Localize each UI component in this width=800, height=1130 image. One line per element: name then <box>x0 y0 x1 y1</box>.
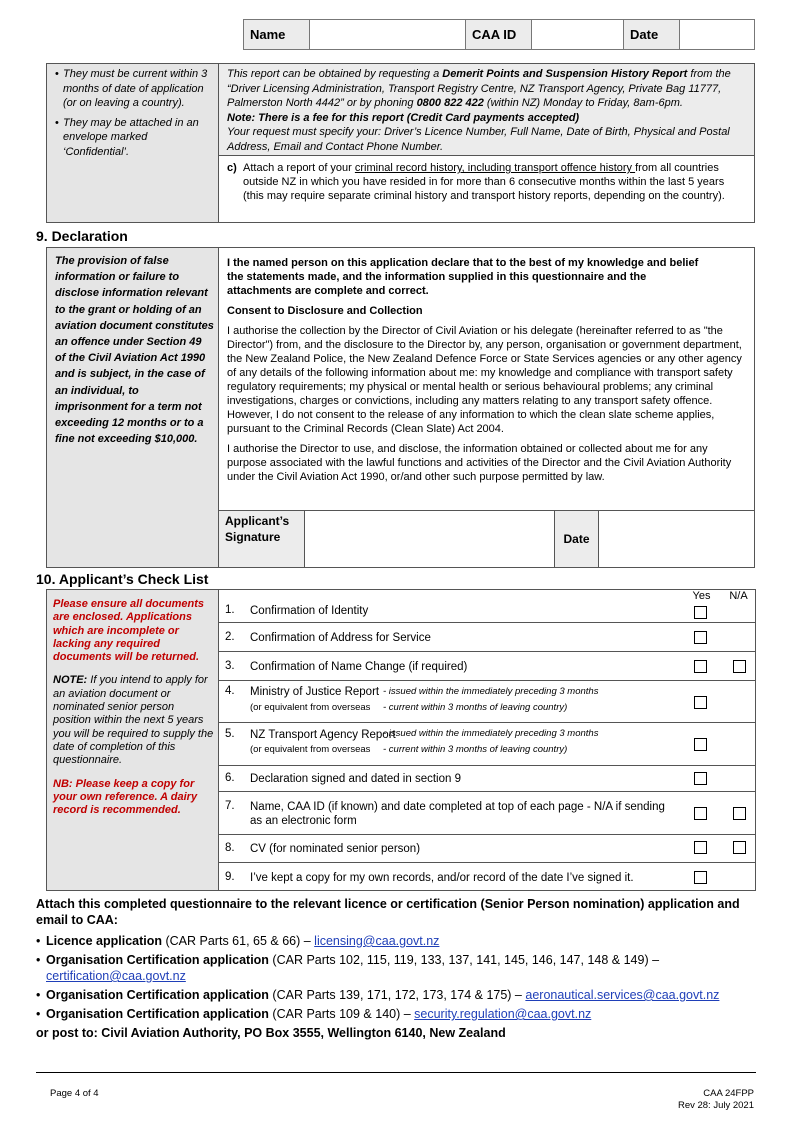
signature-field[interactable] <box>305 511 555 567</box>
s8-item-c: c) Attach a report of your criminal record history, including transport offence history from all countries outside NZ in which you have resided in for more than 6 consecutive months within the last 5 years (this may require separate criminal history and transport history reports, depending on the country). <box>227 162 725 202</box>
checklist-row: 2. Confirmation of Address for Service <box>219 623 755 652</box>
s9-para1: I authorise the collection by the Director of Civil Aviation or his delegate (hereinafter referred to as "the Director") from, and the disclosure to the Director by, any person, organisation or government department, the New Zealand Police, the New Zealand Defence Force or State Services agencies or any other agency of any details of the following information about me: my knowledge and compliance with transport safety regulatory requirements; my physical or mental health or serious behavioural problems; any criminal investigations, charges or convictions, including any matters relating to any transport safety offence. However, I do not consent to the release of any information to which the clean slate scheme applies, pursuant to the Criminal Records (Clean Slate) Act 2004. <box>227 325 742 435</box>
s8-demerit-info: This report can be obtained by requesting a Demerit Points and Suspension History Report from the “Driver Licensing Administration, Transport Registry Centre, NZ Transport Agency, Private Bag 11777, Palmerston North 4442” or by phoning 0800 822 422 (within NZ) Monday to Friday, 8am-6pm. Note: There is a fee for this report (Credit Card payments accepted) Your request must specify your: Driver’s Licence Number, Full Name, Date of Birth, Physical and Postal Address, Email and Contact Phone Number. <box>219 64 754 156</box>
email-link[interactable]: security.regulation@caa.govt.nz <box>414 1007 592 1021</box>
post-address: or post to: Civil Aviation Authority, PO Box 3555, Wellington 6140, New Zealand <box>36 1026 506 1040</box>
name-field[interactable] <box>310 20 466 49</box>
s8-side-notes <box>47 64 219 222</box>
checkbox-yes[interactable] <box>694 871 707 884</box>
checkbox-na[interactable] <box>733 807 746 820</box>
s8-side-item: • They must be current within 3 months of date of application (or on leaving a country). <box>55 67 214 111</box>
section-10-heading: 10. Applicant’s Check List <box>36 571 209 587</box>
attach-instructions <box>36 896 766 1041</box>
checkbox-yes[interactable] <box>694 738 707 751</box>
checklist-row: 8. CV (for nominated senior person) <box>219 835 755 863</box>
checkbox-na[interactable] <box>733 841 746 854</box>
s9-date-field[interactable] <box>599 511 754 567</box>
s10-note: NOTE: If you intend to apply for an aviation document or nominated senior person position within the next 5 years you will be required to supply the date of completion of this questionnaire. <box>53 674 214 767</box>
s8-side-item: • They may be attached in an envelope marked ‘Confidential’. <box>55 116 214 160</box>
s8-fee-note: Note: There is a fee for this report (Credit Card payments accepted) <box>227 111 580 124</box>
section-8-continuation <box>46 63 755 223</box>
caa-id-field[interactable] <box>532 20 624 49</box>
s9-signature-row <box>219 510 754 567</box>
s9-para2: I authorise the Director to use, and disclose, the information obtained or collected about me for any purpose associated with the lawful functions and activities of the Director and the Civil Aviation Authority under the Civil Aviation Act 1990, or/and other such purpose permitted by law. <box>227 443 732 483</box>
checklist-row: 3. Confirmation of Name Change (if required) <box>219 652 755 681</box>
email-link[interactable]: aeronautical.services@caa.govt.nz <box>525 988 720 1002</box>
checkbox-yes[interactable] <box>694 841 707 854</box>
caa-id-label: CAA ID <box>466 20 532 49</box>
checklist-row: 4. Ministry of Justice Report (or equivalent from overseas - issued within the immediately preceding 3 months - current within 3 months of leaving country) <box>219 681 755 723</box>
attach-intro: Attach this completed questionnaire to the relevant licence or certification (Senior Person nomination) application and email to CAA: <box>36 897 740 927</box>
s9-declaration-text <box>219 248 754 510</box>
attach-item: • Organisation Certification application (CAR Parts 109 & 140) – security.regulation@caa.govt.nz <box>36 1006 766 1022</box>
attach-item: • Licence application (CAR Parts 61, 65 & 66) – licensing@caa.govt.nz <box>36 933 766 949</box>
form-code: CAA 24FPP <box>703 1088 754 1099</box>
section-9-heading: 9. Declaration <box>36 228 128 244</box>
s9-side-warning: The provision of false information or failure to disclose information relevant to the grant or holding of an aviation document constitutes an offence under Section 49 of the Civil Aviation Act 1990 and is subject, in the case of an individual, to imprisonment for a term not exceeding 12 months or to a fine not exceeding $10,000. <box>47 248 219 567</box>
header-table <box>243 19 755 50</box>
na-label: N/A <box>729 590 748 602</box>
yes-label: Yes <box>692 590 711 602</box>
s9-consent-title: Consent to Disclosure and Collection <box>227 305 423 317</box>
checklist-row: 7. Name, CAA ID (if known) and date completed at top of each page - N/A if sending as an electronic form <box>219 792 755 835</box>
date-field[interactable] <box>680 20 754 49</box>
s9-declare: I the named person on this application declare that to the best of my knowledge and belief the statements made, and the information supplied in this questionnaire and the attachments are complete and correct. <box>227 257 699 297</box>
checkbox-yes[interactable] <box>694 631 707 644</box>
s10-nb-note: NB: Please keep a copy for your own reference. A dairy record is recommended. <box>53 777 198 817</box>
s9-date-label: Date <box>555 511 599 567</box>
checkbox-yes[interactable] <box>694 807 707 820</box>
section-9-declaration <box>46 247 755 568</box>
s10-ensure-note: Please ensure all documents are enclosed. Applications which are incomplete or lacking any required documents will be returned. <box>53 598 205 664</box>
date-label: Date <box>624 20 680 49</box>
form-revision <box>678 1088 754 1112</box>
checkbox-yes[interactable] <box>694 606 707 619</box>
s10-side-notes <box>47 590 219 890</box>
email-link[interactable]: licensing@caa.govt.nz <box>314 934 440 948</box>
checklist-row: 9. I’ve kept a copy for my own records, and/or record of the date I’ve signed it. <box>219 863 755 891</box>
checklist-row: 6. Declaration signed and dated in section 9 <box>219 766 755 792</box>
checklist-row: 1. Confirmation of Identity <box>219 590 755 623</box>
revision: Rev 28: July 2021 <box>677 1100 754 1111</box>
email-link[interactable]: certification@caa.govt.nz <box>46 969 186 983</box>
checkbox-yes[interactable] <box>694 772 707 785</box>
checkbox-yes[interactable] <box>694 660 707 673</box>
checklist-row: 5. NZ Transport Agency Report (or equivalent from overseas - issued within the immediately preceding 3 months - current within 3 months of leaving country) <box>219 723 755 766</box>
name-label: Name <box>244 20 310 49</box>
signature-label: Applicant’s Signature <box>219 511 305 567</box>
footer-divider <box>36 1072 756 1073</box>
section-10-checklist <box>46 589 756 891</box>
attach-item: • Organisation Certification application (CAR Parts 102, 115, 119, 133, 137, 141, 145, 146, 147, 148 & 149) – certification@caa.govt.nz <box>36 952 766 984</box>
attach-item: • Organisation Certification application (CAR Parts 139, 171, 172, 173, 174 & 175) – aeronautical.services@caa.govt.nz <box>36 987 766 1003</box>
checkbox-na[interactable] <box>733 660 746 673</box>
checkbox-yes[interactable] <box>694 696 707 709</box>
page-number: Page 4 of 4 <box>50 1088 99 1099</box>
s8-specify: Your request must specify your: Driver’s Licence Number, Full Name, Date of Birth, Physical and Postal Address, Email and Contact Phone Number. <box>227 126 730 153</box>
